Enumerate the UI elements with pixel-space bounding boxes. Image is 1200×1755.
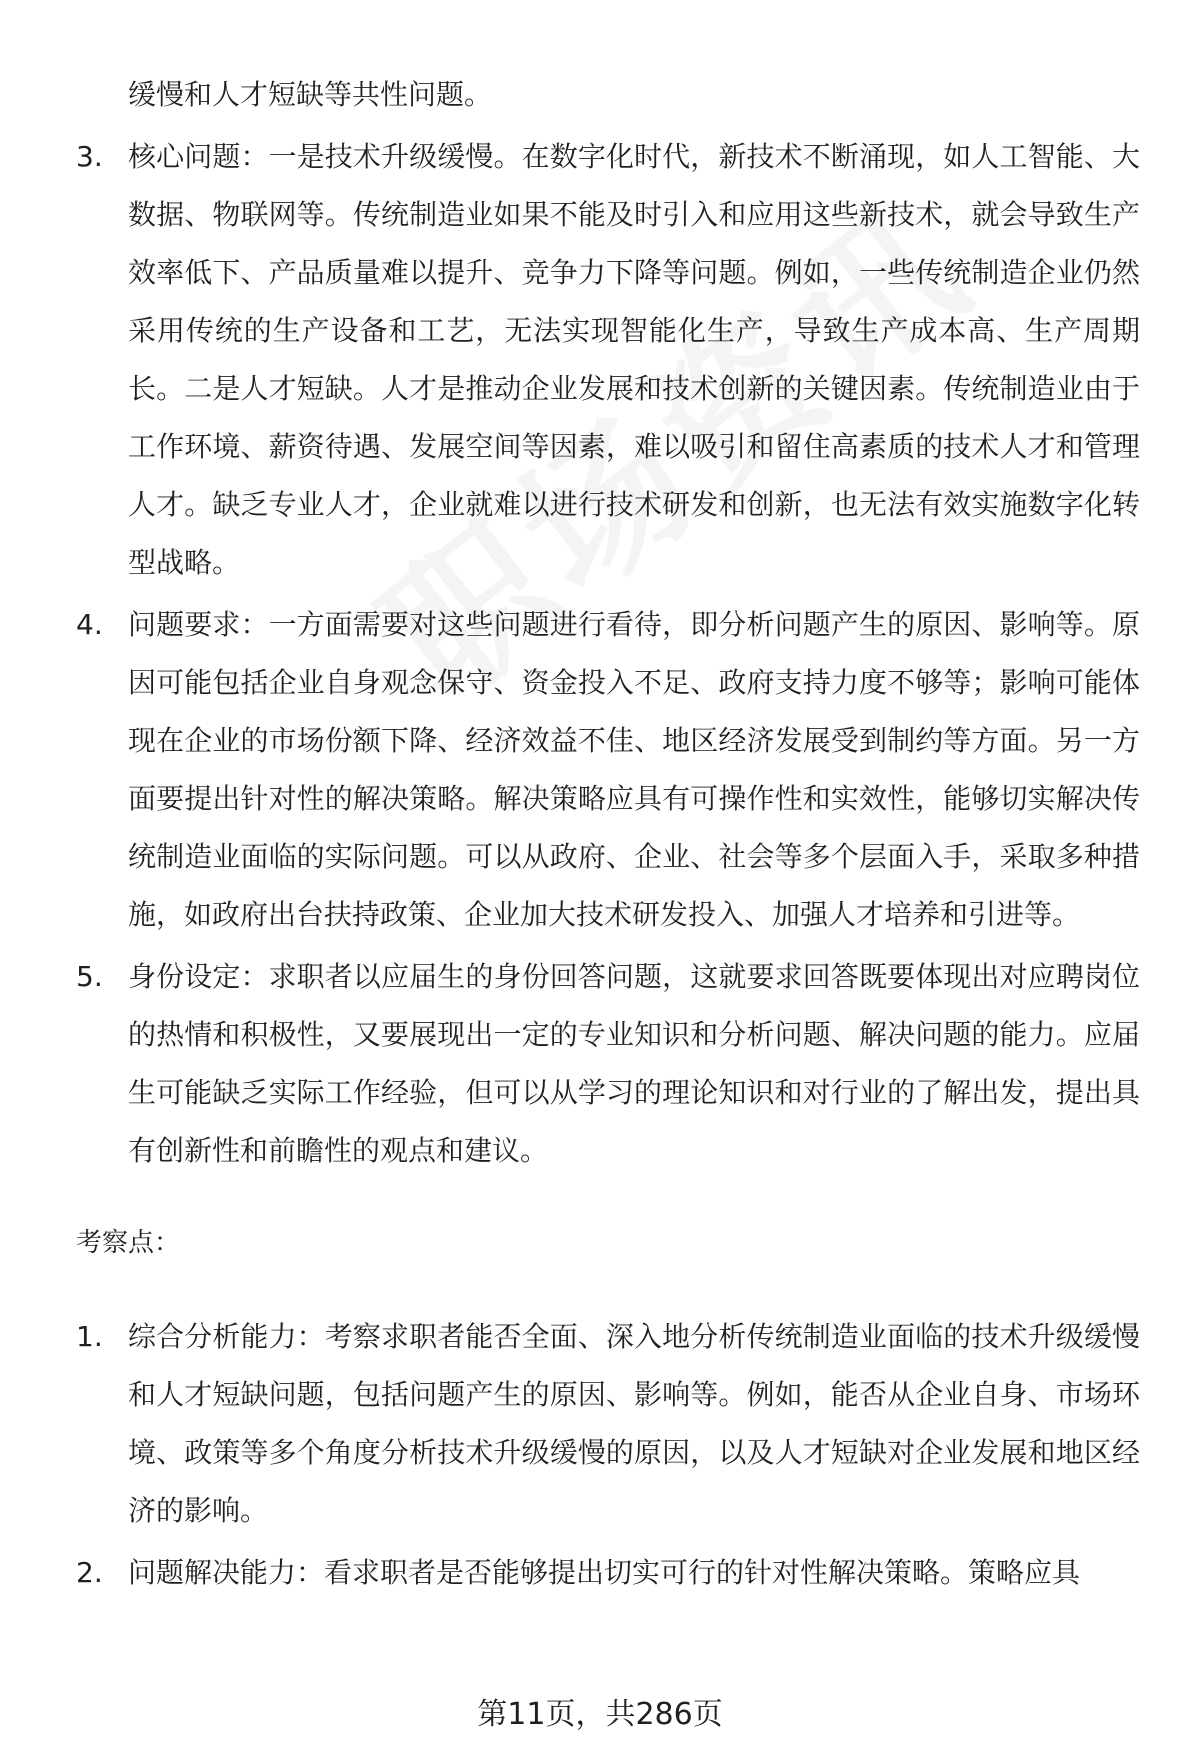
list-text: 综合分析能力：考察求职者能否全面、深入地分析传统制造业面临的技术升级缓慢和人才短缺问题，包括问题产生的原因、影响等。例如，能否从企业自身、市场环境、政策等多个角度分析技术升级缓慢的原因，以及人才短缺对企业发展和地区经济的影响。 xyxy=(128,1320,1140,1527)
list-number: 2. xyxy=(76,1556,103,1589)
list-item-5 xyxy=(76,948,1140,1180)
page-footer: 第11页，共286页 xyxy=(477,1697,723,1732)
list-item-3 xyxy=(76,128,1140,592)
list-number: 1. xyxy=(76,1320,103,1353)
assessment-item-2 xyxy=(76,1544,1140,1602)
intro-fragment: 缓慢和人才短缺等共性问题。 xyxy=(128,78,493,111)
list-number: 5. xyxy=(76,960,103,993)
list-text: 问题要求：一方面需要对这些问题进行看待，即分析问题产生的原因、影响等。原因可能包括企业自身观念保守、资金投入不足、政府支持力度不够等；影响可能体现在企业的市场份额下降、经济效益不佳、地区经济发展受到制约等方面。另一方面要提出针对性的解决策略。解决策略应具有可操作性和实效性，能够切实解决传统制造业面临的实际问题。可以从政府、企业、社会等多个层面入手，采取多种措施，如政府出台扶持政策、企业加大技术研发投入、加强人才培养和引进等。 xyxy=(128,608,1140,931)
list-text: 问题解决能力：看求职者是否能够提出切实可行的针对性解决策略。策略应具 xyxy=(128,1556,1081,1589)
list-number: 3. xyxy=(76,140,103,173)
assessment-item-1 xyxy=(76,1308,1140,1540)
list-text: 核心问题：一是技术升级缓慢。在数字化时代，新技术不断涌现，如人工智能、大数据、物联网等。传统制造业如果不能及时引入和应用这些新技术，就会导致生产效率低下、产品质量难以提升、竞争力下降等问题。例如，一些传统制造企业仍然采用传统的生产设备和工艺，无法实现智能化生产，导致生产成本高、生产周期长。二是人才短缺。人才是推动企业发展和技术创新的关键因素。传统制造业由于工作环境、薪资待遇、发展空间等因素，难以吸引和留住高素质的技术人才和管理人才。缺乏专业人才，企业就难以进行技术研发和创新，也无法有效实施数字化转型战略。 xyxy=(128,140,1140,579)
list-item-4 xyxy=(76,596,1140,944)
section-heading: 考察点： xyxy=(76,1228,181,1258)
list-number: 4. xyxy=(76,608,103,641)
list-text: 身份设定：求职者以应届生的身份回答问题，这就要求回答既要体现出对应聘岗位的热情和积极性，又要展现出一定的专业知识和分析问题、解决问题的能力。应届生可能缺乏实际工作经验，但可以从学习的理论知识和对行业的了解出发，提出具有创新性和前瞻性的观点和建议。 xyxy=(128,960,1140,1167)
